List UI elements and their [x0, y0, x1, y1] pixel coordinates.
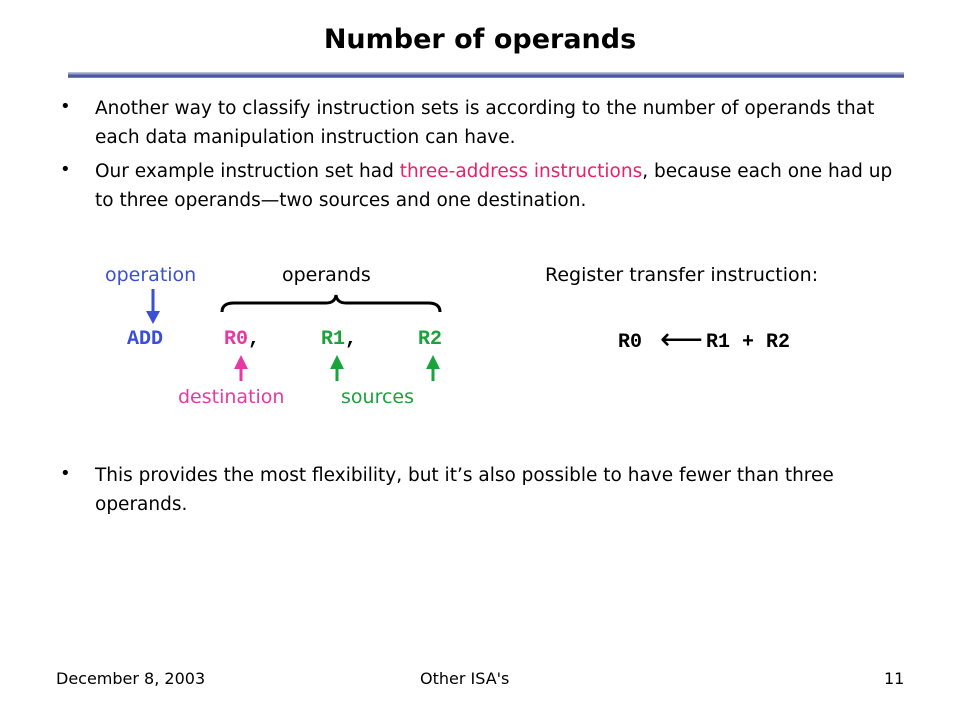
- sources-label: sources: [341, 386, 414, 408]
- instr-comma-1: ,: [248, 328, 261, 351]
- operation-arrow: [146, 289, 160, 324]
- bullet-marker: •: [60, 159, 71, 180]
- bullet-marker: •: [60, 96, 71, 117]
- bullet-2-highlight: three-address instructions: [399, 161, 643, 182]
- destination-arrow: [234, 355, 248, 381]
- footer-date: December 8, 2003: [56, 669, 206, 688]
- bullet-3-text: This provides the most flexibility, but it’s also possible to have fewer than three operands.: [95, 465, 834, 515]
- instr-comma-2: ,: [345, 328, 358, 351]
- rt-dest: R0: [618, 331, 643, 354]
- page-number: 11: [884, 669, 905, 688]
- destination-label: destination: [178, 386, 285, 408]
- instr-src1: R1: [321, 328, 346, 351]
- left-arrow-icon: ⟵: [660, 322, 704, 357]
- bullet-1-text: Another way to classify instruction sets is according to the number of operands that each data manipulation instruction can have.: [95, 98, 875, 148]
- rt-expression: R1 + R2: [706, 331, 791, 354]
- instr-src2: R2: [418, 328, 443, 351]
- bullet-2-after: , because each one had up to three operands—two sources and one destination.: [95, 161, 893, 211]
- bullet-marker: •: [60, 463, 71, 484]
- operation-label: operation: [105, 264, 197, 286]
- slide-title: Number of operands: [323, 24, 637, 55]
- instr-dest: R0: [224, 328, 249, 351]
- source-1-arrow: [330, 355, 344, 381]
- register-transfer-title: Register transfer instruction:: [545, 264, 819, 286]
- source-2-arrow: [426, 355, 440, 381]
- operands-brace: [222, 295, 440, 312]
- operands-label: operands: [282, 264, 371, 286]
- footer-title: Other ISA's: [420, 669, 510, 688]
- bullet-2-before: Our example instruction set had: [95, 161, 400, 182]
- instr-opcode: ADD: [127, 328, 164, 351]
